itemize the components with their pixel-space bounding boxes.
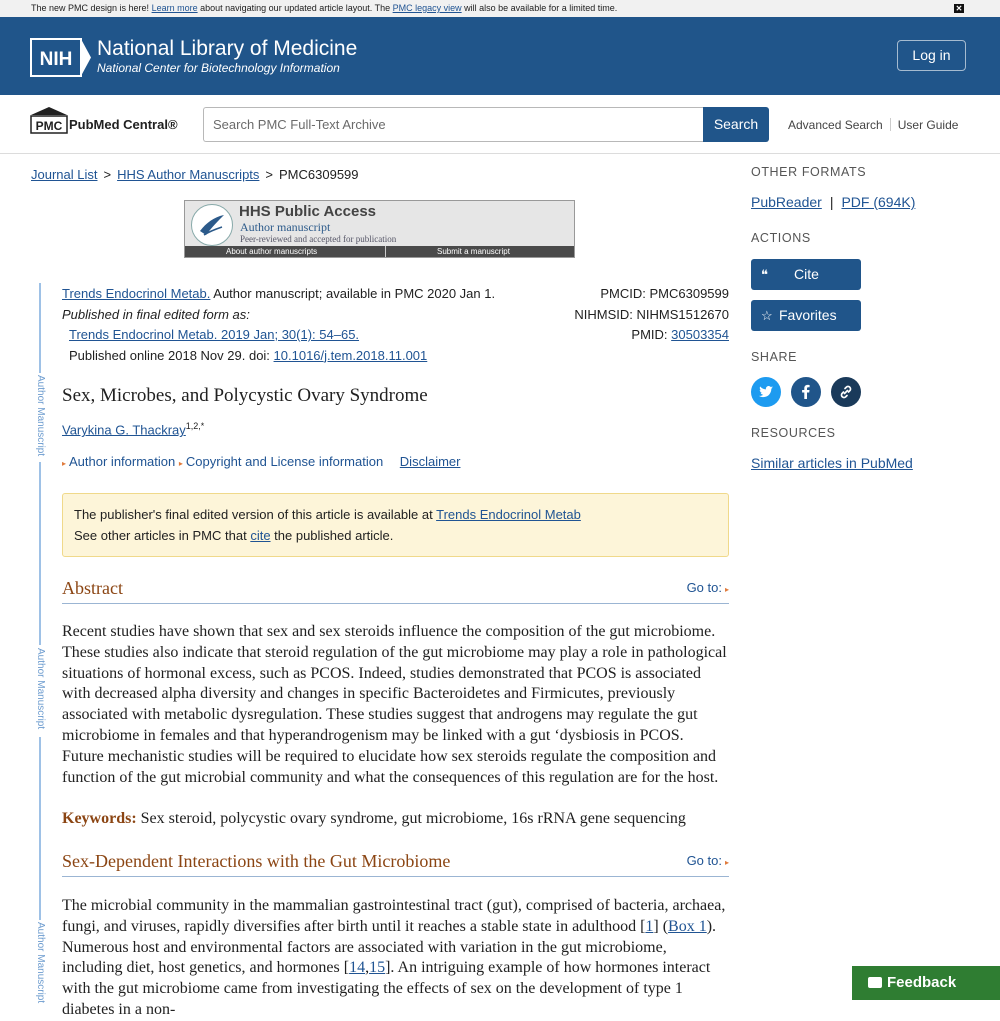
citation-link[interactable]: Trends Endocrinol Metab. 2019 Jan; 30(1): 54–65. — [69, 327, 360, 342]
author-manuscript-side-label: Author Manuscript — [35, 375, 46, 457]
reference-link[interactable]: 15 — [369, 959, 386, 977]
reference-link[interactable]: 1 — [645, 917, 654, 935]
cite-link[interactable]: cite — [250, 528, 271, 543]
identifiers-block — [574, 284, 729, 346]
similar-articles-link[interactable]: Similar articles in PubMed — [751, 455, 913, 471]
publisher-journal-link[interactable]: Trends Endocrinol Metab — [436, 507, 581, 522]
paragraph-text: The microbial community in the mammalian gastrointestinal tract (gut), comprised of bacteria, archaea, fungi, and viruses, rapidly diversifies after birth until it reaches a stable state in adulthood [ — [62, 897, 726, 935]
cite-notice-text: See other articles in PMC that — [74, 528, 251, 543]
copy-link-share-button[interactable] — [831, 377, 861, 407]
hhs-public-access-banner — [184, 200, 575, 258]
breadcrumb-current: PMC6309599 — [279, 167, 359, 182]
notice-text: The new PMC design is here! — [31, 3, 150, 13]
banner-title: HHS Public Access — [239, 203, 376, 220]
box-link[interactable]: Box 1 — [668, 917, 707, 935]
nlm-logo[interactable] — [97, 37, 357, 76]
hhs-seal-icon — [191, 204, 233, 246]
side-divider — [39, 737, 41, 920]
quote-icon: ❝ — [761, 267, 768, 282]
pmc-logo-text: PMC — [35, 119, 63, 133]
keywords-text: Sex steroid, polycystic ovary syndrome, gut microbiome, 16s rRNA gene sequencing — [140, 810, 686, 827]
expand-triangle-icon: ▸ — [178, 459, 183, 468]
expand-triangle-icon: ▸ — [724, 858, 729, 867]
legacy-view-link[interactable]: PMC legacy view — [392, 3, 462, 13]
breadcrumb-separator: > — [103, 167, 112, 182]
share-heading: SHARE — [751, 350, 798, 364]
twitter-icon — [758, 384, 774, 400]
nih-logo-text: NIH — [39, 49, 73, 70]
notice-text-after: will also be available for a limited time. — [464, 3, 618, 13]
pmc-building-icon — [31, 107, 67, 135]
keywords-label: Keywords: — [62, 810, 137, 827]
announcement-bar — [0, 0, 1000, 17]
ncbi-subtitle: National Center for Biotechnology Information — [97, 61, 340, 75]
cite-label: Cite — [794, 266, 819, 282]
divider: | — [829, 194, 834, 210]
nih-logo-icon[interactable] — [31, 39, 91, 76]
goto-label: Go to: — [686, 580, 722, 595]
feedback-label: Feedback — [887, 974, 957, 991]
search-bar-row — [0, 95, 1000, 154]
disclaimer-link[interactable]: Disclaimer — [399, 454, 461, 469]
twitter-share-button[interactable] — [751, 377, 781, 407]
actions-heading: ACTIONS — [751, 231, 811, 245]
format-links — [751, 194, 915, 210]
section-heading: Sex-Dependent Interactions with the Gut Microbiome — [62, 851, 451, 871]
feedback-button[interactable] — [852, 966, 1000, 1000]
pdf-link[interactable]: PDF (694K) — [841, 194, 916, 210]
star-icon: ☆ — [761, 308, 773, 323]
pmcid: PMCID: PMC6309599 — [600, 286, 729, 301]
section-paragraph — [62, 896, 729, 1021]
side-divider — [39, 462, 41, 645]
author-link[interactable]: Varykina G. Thackray — [62, 422, 186, 438]
paragraph-text: ). Numerous host and environmental factors are associated with variation in the gut microbiome, including diet, host genetics, and hormones [ — [62, 917, 717, 977]
goto-label: Go to: — [686, 853, 722, 868]
final-form-text: Published in final edited form as: — [62, 306, 250, 322]
breadcrumb-hhs-manuscripts[interactable]: HHS Author Manuscripts — [117, 167, 260, 182]
site-header — [0, 17, 1000, 95]
paragraph-text: ]. An intriguing example of how hormones interact with the gut microbiome came from investigating the effects of sex on the development of type 1 diabetes in a non- — [62, 959, 711, 1018]
nihmsid: NIHMSID: NIHMS1512670 — [574, 306, 729, 322]
expand-triangle-icon: ▸ — [724, 585, 729, 594]
about-author-manuscripts-link[interactable]: About author manuscripts — [226, 247, 318, 256]
divider — [890, 118, 891, 131]
author-manuscript-side-label: Author Manuscript — [35, 648, 46, 730]
expand-triangle-icon: ▸ — [62, 459, 67, 468]
user-guide-link[interactable]: User Guide — [897, 118, 959, 132]
link-icon — [838, 384, 854, 400]
banner-link-bar — [185, 246, 574, 257]
advanced-search-link[interactable]: Advanced Search — [788, 118, 883, 132]
availability-text: Author manuscript; available in PMC 2020 Jan 1. — [213, 286, 496, 301]
paragraph-text: ] ( — [653, 917, 669, 935]
learn-more-link[interactable]: Learn more — [151, 3, 198, 13]
abstract-text: Recent studies have shown that sex and sex steroids influence the composition of the gut microbiome. These studies also indicate that steroid regulation of the gut microbiome may play a role in pathological situations of hormonal excess, such as PCOS. Indeed, studies demonstrated that PCOS is associated with decreased alpha diversity and changes in specific Bacteroidetes and Firmicutes, previously associated with metabolic dysregulation. These studies suggest that androgens may regulate the gut microbiome in females and that hyperandrogenism may be linked with a gut ‘dysbiosis in PCOS. Future mechanistic studies will be required to elucidate how sex steroids regulate the composition and function of the gut microbial community and what the consequences of this regulation are for the host. — [62, 623, 727, 786]
author-manuscript-side-label: Author Manuscript — [35, 922, 46, 1004]
section-heading-row — [62, 851, 729, 877]
author-line — [62, 421, 204, 437]
resources-heading: RESOURCES — [751, 426, 836, 440]
abstract-heading: Abstract — [62, 578, 123, 598]
search-input[interactable] — [203, 107, 703, 142]
breadcrumb-separator: > — [265, 167, 274, 182]
cite-notice-text-after: the published article. — [270, 528, 394, 543]
citation-block — [62, 284, 495, 366]
search-links — [788, 118, 958, 132]
submit-manuscript-link[interactable]: Submit a manuscript — [437, 247, 510, 256]
login-button[interactable]: Log in — [897, 40, 966, 71]
comment-icon — [868, 977, 882, 988]
breadcrumb — [31, 167, 359, 183]
close-notice-icon[interactable]: ✕ — [955, 4, 963, 13]
favorites-button[interactable] — [751, 300, 861, 331]
publisher-notice — [62, 493, 729, 557]
pmid-label: PMID: — [631, 327, 672, 342]
banner-note: Peer-reviewed and accepted for publication — [240, 234, 397, 244]
search-button[interactable]: Search — [703, 107, 769, 142]
paragraph-text: , — [365, 959, 370, 977]
copyright-information-toggle[interactable]: Copyright and License information — [185, 454, 384, 469]
notice-text-middle: about navigating our updated article layout. The — [200, 3, 391, 13]
pmc-brand-name: PubMed Central® — [69, 117, 178, 132]
goto-menu[interactable] — [687, 853, 729, 868]
other-formats-heading: OTHER FORMATS — [751, 165, 867, 179]
doi-link[interactable]: 10.1016/j.tem.2018.11.001 — [273, 347, 428, 363]
published-online-text: Published online 2018 Nov 29. doi: — [69, 347, 274, 363]
breadcrumb-journal-list[interactable]: Journal List — [31, 167, 98, 182]
journal-link[interactable]: Trends Endocrinol Metab. — [62, 286, 211, 301]
side-divider — [39, 283, 41, 373]
author-affiliation: 1,2,* — [185, 421, 205, 431]
divider — [385, 246, 386, 257]
favorites-label: Favorites — [779, 307, 837, 323]
facebook-icon — [798, 384, 814, 400]
pmc-logo[interactable] — [31, 107, 181, 135]
nlm-title: National Library of Medicine — [97, 37, 358, 60]
article-info-links — [62, 454, 460, 469]
keywords — [62, 810, 686, 828]
author-information-toggle[interactable]: Author information — [69, 454, 176, 469]
cite-button[interactable] — [751, 259, 861, 290]
banner-subtitle: Author manuscript — [240, 220, 331, 234]
pubreader-link[interactable]: PubReader — [751, 194, 822, 210]
article-title: Sex, Microbes, and Polycystic Ovary Syndrome — [62, 385, 428, 406]
pmid-link[interactable]: 30503354 — [671, 327, 729, 342]
abstract-heading-row — [62, 578, 729, 604]
publisher-notice-text: The publisher's final edited version of this article is available at — [74, 507, 437, 522]
facebook-share-button[interactable] — [791, 377, 821, 407]
reference-link[interactable]: 14 — [349, 959, 366, 977]
goto-menu[interactable] — [687, 580, 729, 595]
